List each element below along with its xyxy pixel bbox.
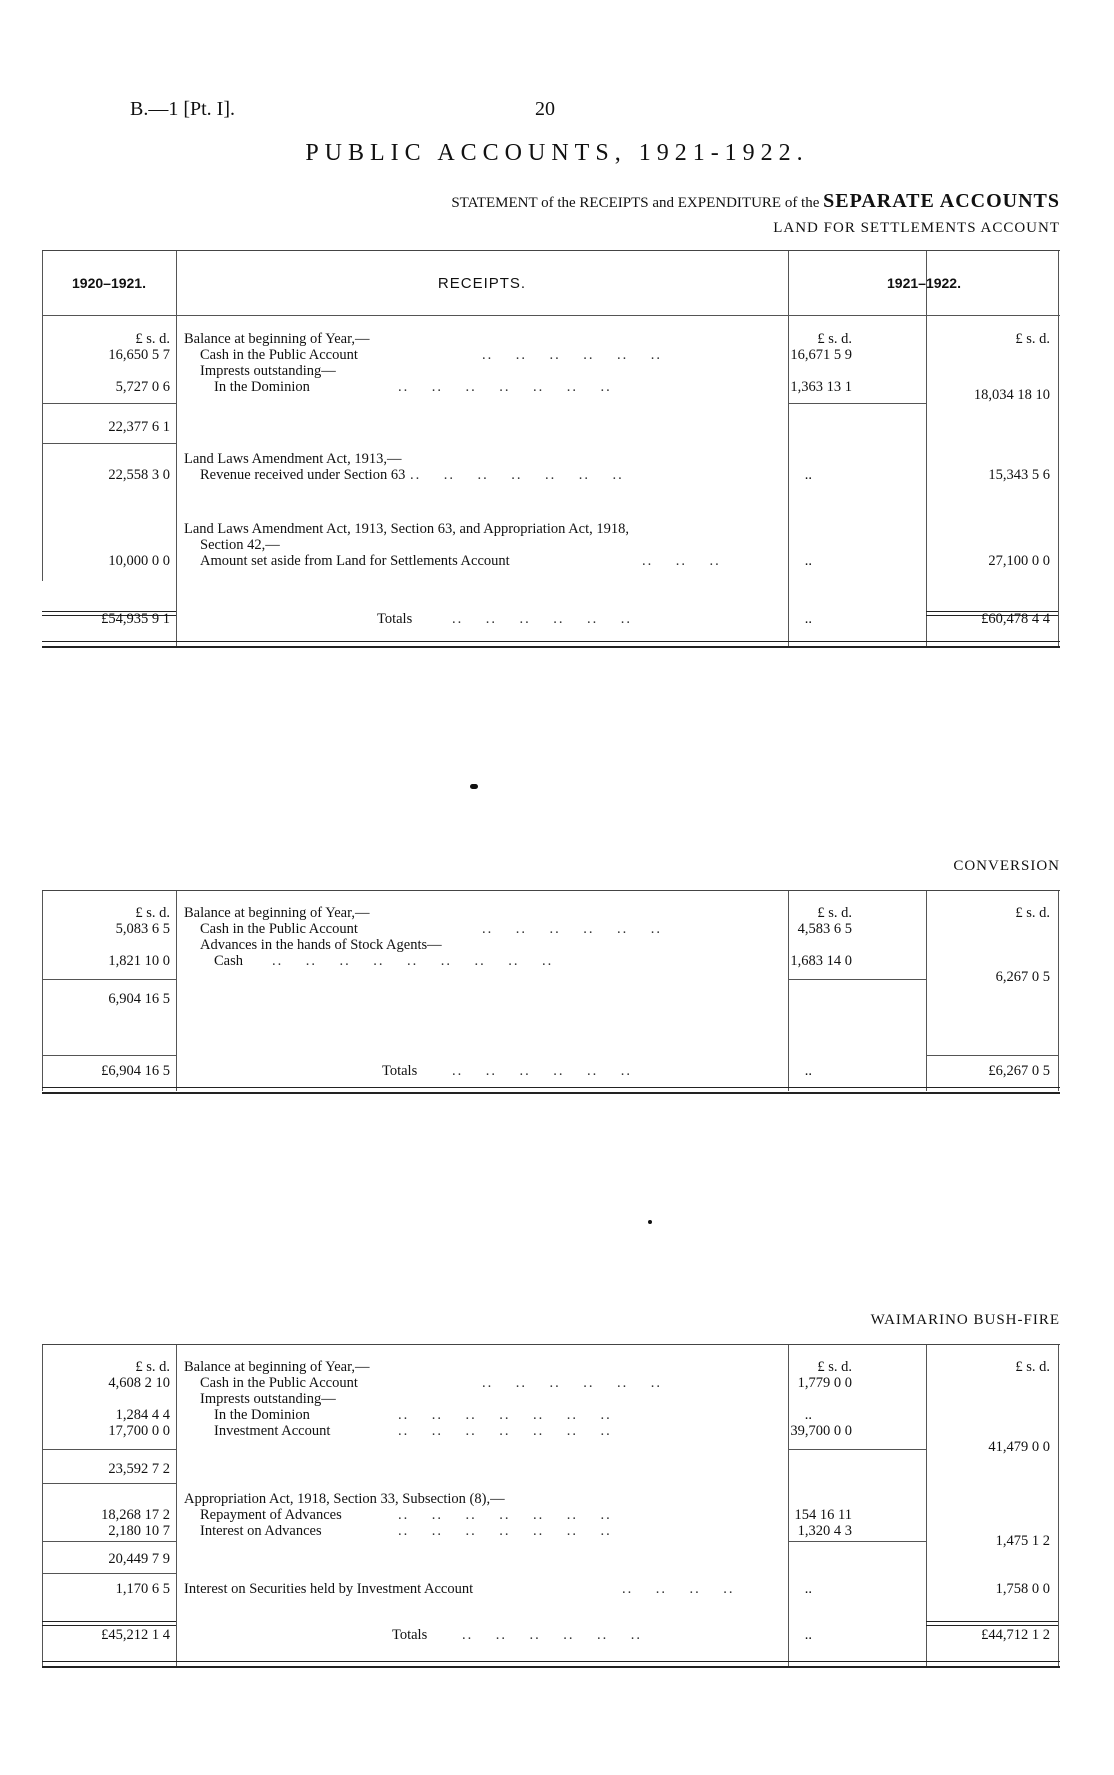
- row-label: Land Laws Amendment Act, 1913, Section 63, and Appropriation Act, 1918,: [184, 521, 630, 537]
- leader-dots: .. .. .. .. .. ..: [462, 1627, 642, 1643]
- ink-speck: [648, 1220, 652, 1224]
- amount-detail: 1,779 0 0: [797, 1375, 852, 1391]
- row-label: Cash in the Public Account: [200, 347, 358, 363]
- amount-total: 18,034 18 10: [973, 387, 1050, 403]
- row-label: Revenue received under Section 63: [200, 467, 406, 483]
- row-label: Advances in the hands of Stock Agents—: [200, 937, 442, 953]
- amount-detail: ..: [804, 1581, 812, 1597]
- statement-bold: SEPARATE ACCOUNTS: [823, 190, 1060, 212]
- statement-prefix: STATEMENT of the RECEIPTS and EXPENDITURE of the: [451, 195, 820, 211]
- currency-label: £ s. d.: [135, 331, 170, 347]
- grand-total-prev: £6,904 16 5: [101, 1063, 170, 1079]
- leader-dots: .. .. .. .. .. ..: [482, 347, 662, 363]
- amount-detail: 16,671 5 9: [790, 347, 852, 363]
- grand-total-prev: £45,212 1 4: [101, 1627, 170, 1643]
- amount-detail: ..: [804, 1627, 812, 1643]
- leader-dots: .. .. .. .. .. ..: [482, 921, 662, 937]
- leader-dots: .. .. .. .. .. .. ..: [398, 1523, 612, 1539]
- amount-prev: 22,558 3 0: [108, 467, 170, 483]
- amount-prev: 16,650 5 7: [108, 347, 170, 363]
- amount-prev: 1,284 4 4: [115, 1407, 170, 1423]
- currency-label: £ s. d.: [817, 905, 852, 921]
- amount-detail: 1,683 14 0: [790, 953, 852, 969]
- amount-prev-subtotal: 23,592 7 2: [108, 1461, 170, 1477]
- amount-detail: ..: [804, 467, 812, 483]
- table-land-for-settlements: [42, 250, 1060, 651]
- amount-prev: 17,700 0 0: [108, 1423, 170, 1439]
- row-label: Cash: [214, 953, 243, 969]
- currency-label: £ s. d.: [135, 1359, 170, 1375]
- row-label: Amount set aside from Land for Settlements Account: [200, 553, 510, 569]
- currency-label: £ s. d.: [135, 905, 170, 921]
- totals-label: Totals: [382, 1063, 418, 1079]
- currency-label: £ s. d.: [1015, 905, 1050, 921]
- amount-detail: 1,320 4 3: [797, 1523, 852, 1539]
- amount-detail: 4,583 6 5: [797, 921, 852, 937]
- amount-prev: 10,000 0 0: [108, 553, 170, 569]
- amount-detail: 1,363 13 1: [790, 379, 852, 395]
- leader-dots: .. .. .. .. .. .. ..: [398, 1407, 612, 1423]
- row-label: Section 42,—: [200, 537, 280, 553]
- row-label: Balance at beginning of Year,—: [184, 331, 370, 347]
- amount-total: 27,100 0 0: [988, 553, 1050, 569]
- grand-total-curr: £60,478 4 4: [981, 611, 1050, 627]
- amount-prev: 4,608 2 10: [108, 1375, 170, 1391]
- amount-prev-subtotal: 20,449 7 9: [108, 1551, 170, 1567]
- row-label: Land Laws Amendment Act, 1913,—: [184, 451, 402, 467]
- leader-dots: .. .. .. .. .. .. ..: [398, 1423, 612, 1439]
- amount-prev: 1,821 10 0: [108, 953, 170, 969]
- row-label: Balance at beginning of Year,—: [184, 1359, 370, 1375]
- amount-detail: ..: [804, 1407, 812, 1423]
- amount-detail: ..: [804, 611, 812, 627]
- leader-dots: .. .. .. .. .. .. ..: [398, 1507, 612, 1523]
- table-waimarino-bush-fire: [42, 1344, 1060, 1675]
- page-number: 20: [535, 98, 555, 120]
- grand-total-prev: £54,935 9 1: [101, 611, 170, 627]
- leader-dots: .. .. .. .. .. ..: [452, 1063, 632, 1079]
- currency-label: £ s. d.: [817, 1359, 852, 1375]
- leader-dots: .. .. ..: [642, 553, 721, 569]
- statement-heading: [451, 190, 1060, 213]
- row-label: Balance at beginning of Year,—: [184, 905, 370, 921]
- table-conversion: [42, 890, 1060, 1101]
- amount-prev: 1,170 6 5: [115, 1581, 170, 1597]
- currency-label: £ s. d.: [1015, 1359, 1050, 1375]
- row-label: Cash in the Public Account: [200, 1375, 358, 1391]
- amount-total: 15,343 5 6: [988, 467, 1050, 483]
- totals-label: Totals: [377, 611, 413, 627]
- column-header-1920-1921: 1920–1921.: [72, 275, 146, 291]
- row-label: In the Dominion: [214, 1407, 310, 1423]
- row-label: Appropriation Act, 1918, Section 33, Subsection (8),—: [184, 1491, 505, 1507]
- grand-total-curr: £44,712 1 2: [981, 1627, 1050, 1643]
- column-header-receipts: RECEIPTS.: [437, 275, 527, 292]
- row-label: In the Dominion: [214, 379, 310, 395]
- leader-dots: .. .. .. .. .. .. ..: [410, 467, 624, 483]
- leader-dots: .. .. .. .. .. .. ..: [398, 379, 612, 395]
- amount-total: 1,758 0 0: [995, 1581, 1050, 1597]
- row-label: Imprests outstanding—: [200, 1391, 336, 1407]
- leader-dots: .. .. .. .. .. ..: [452, 611, 632, 627]
- leader-dots: .. .. .. .. .. ..: [482, 1375, 662, 1391]
- row-label: Interest on Securities held by Investment Account: [184, 1581, 474, 1597]
- page-title: PUBLIC ACCOUNTS, 1921-1922.: [305, 140, 809, 166]
- amount-total: 41,479 0 0: [988, 1439, 1050, 1455]
- row-label: Imprests outstanding—: [200, 363, 336, 379]
- amount-detail: ..: [804, 1063, 812, 1079]
- grand-total-curr: £6,267 0 5: [988, 1063, 1050, 1079]
- currency-label: £ s. d.: [1015, 331, 1050, 347]
- leader-dots: .. .. .. .. .. .. .. .. ..: [272, 953, 554, 969]
- section-title-conversion: CONVERSION: [953, 858, 1060, 874]
- amount-prev-subtotal: 22,377 6 1: [108, 419, 170, 435]
- amount-prev-subtotal: 6,904 16 5: [108, 991, 170, 1007]
- currency-label: £ s. d.: [817, 331, 852, 347]
- section-title-land-for-settlements: LAND FOR SETTLEMENTS ACCOUNT: [773, 220, 1060, 236]
- row-label: Repayment of Advances: [200, 1507, 342, 1523]
- amount-detail: 154 16 11: [794, 1507, 852, 1523]
- section-title-waimarino-bush-fire: WAIMARINO BUSH-FIRE: [870, 1312, 1060, 1328]
- column-header-1921-1922: 1921–1922.: [887, 275, 961, 291]
- document-reference: B.—1 [Pt. I].: [130, 98, 235, 120]
- leader-dots: .. .. .. ..: [622, 1581, 735, 1597]
- row-label: Investment Account: [214, 1423, 331, 1439]
- amount-detail: ..: [804, 553, 812, 569]
- amount-prev: 5,083 6 5: [115, 921, 170, 937]
- ink-speck: [470, 784, 478, 789]
- amount-prev: 18,268 17 2: [101, 1507, 170, 1523]
- amount-detail: 39,700 0 0: [790, 1423, 852, 1439]
- totals-label: Totals: [392, 1627, 428, 1643]
- amount-prev: 5,727 0 6: [115, 379, 170, 395]
- amount-total: 6,267 0 5: [995, 969, 1050, 985]
- amount-prev: 2,180 10 7: [108, 1523, 170, 1539]
- row-label: Cash in the Public Account: [200, 921, 358, 937]
- row-label: Interest on Advances: [200, 1523, 322, 1539]
- amount-total: 1,475 1 2: [995, 1533, 1050, 1549]
